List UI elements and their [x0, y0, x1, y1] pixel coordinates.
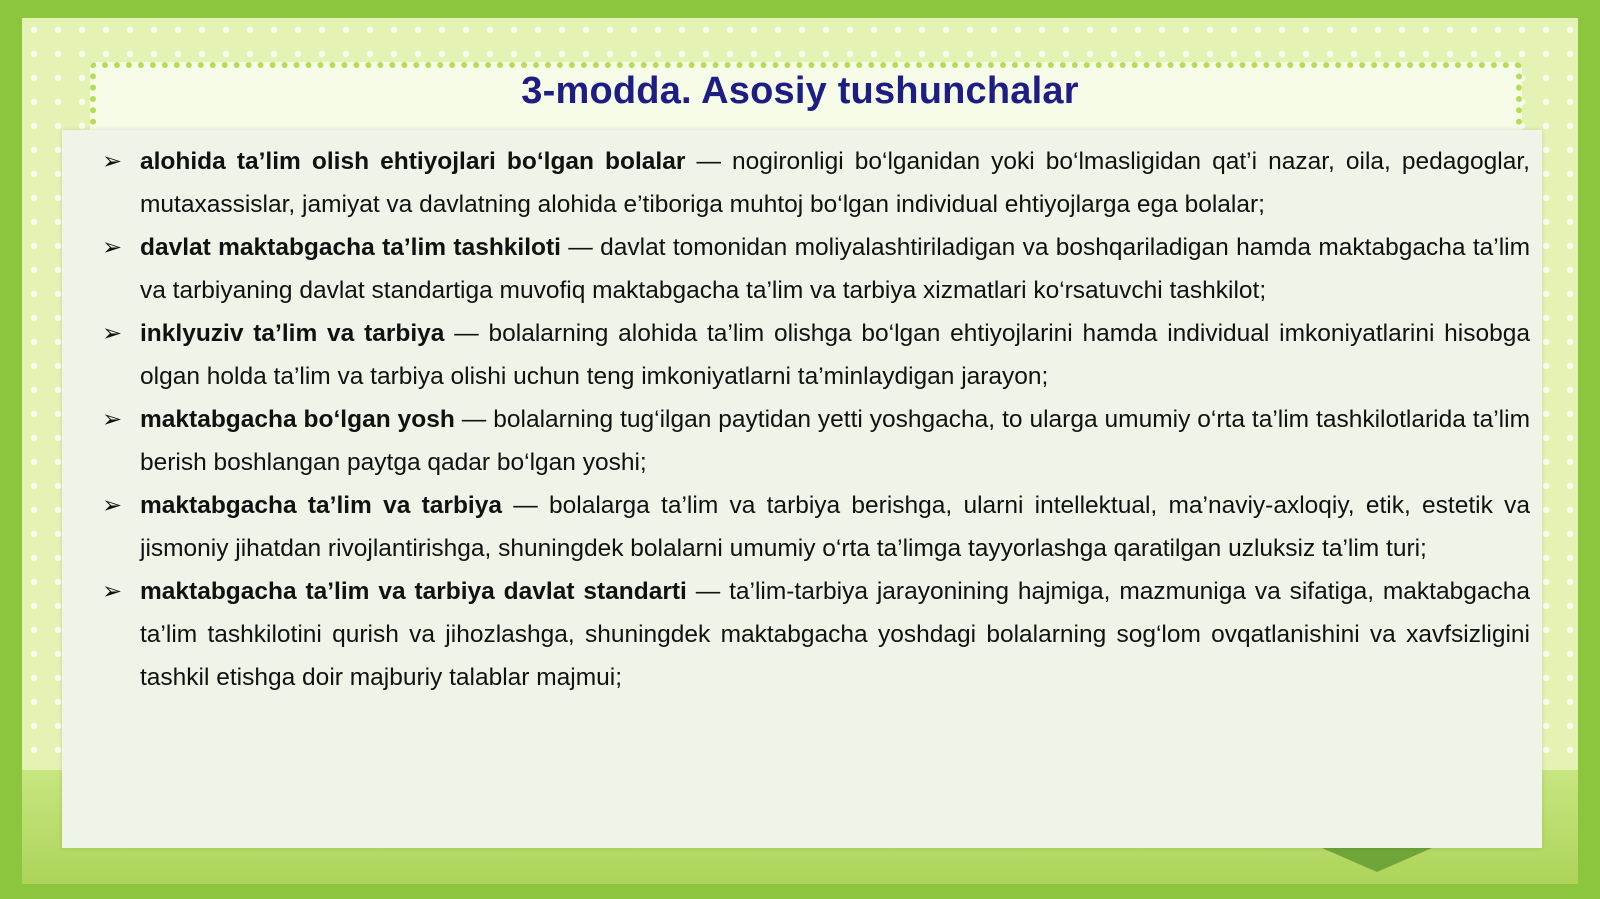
definition-item: [102, 226, 1530, 312]
definition-term: maktabgacha ta’lim va tarbiya davlat standarti: [140, 578, 687, 605]
definition-text: — nogironligi bo‘lganidan yoki bo‘lmasligidan qat’i nazar, oila, pedagoglar, mutaxassislar, jamiyat va davlatning alohida e’tiboriga muhtoj bo‘lgan individual ehtiyojlarga ega bolalar;: [140, 148, 1530, 218]
definition-term: maktabgacha bo‘lgan yosh: [140, 406, 455, 433]
slide-title: 3-modda. Asosiy tushunchalar: [521, 70, 1079, 112]
arrow-bullet-icon: ➢: [102, 148, 123, 175]
definition-term: alohida ta’lim olish ehtiyojlari bo‘lgan bolalar: [140, 148, 686, 175]
definition-item: [102, 484, 1530, 570]
arrow-bullet-icon: ➢: [102, 320, 123, 347]
definition-term: davlat maktabgacha ta’lim tashkiloti: [140, 234, 561, 261]
arrow-bullet-icon: ➢: [102, 234, 123, 261]
definition-term: maktabgacha ta’lim va tarbiya: [140, 492, 502, 519]
definition-text: — bolalarning tug‘ilgan paytidan yetti yoshgacha, to ularga umumiy o‘rta ta’lim tashkilotlarida ta’lim berish boshlangan paytga qadar bo‘lgan yoshi;: [140, 406, 1530, 476]
definition-text: — bolalarning alohida ta’lim olishga bo‘lgan ehtiyojlarini hamda individual imkoniyatlarini hisobga olgan holda ta’lim va tarbiya olishi uchun teng imkoniyatlarni ta’minlaydigan jarayon;: [140, 320, 1530, 390]
chevron-decor-icon: [1322, 848, 1432, 872]
definition-text: — bolalarga ta’lim va tarbiya berishga, ularni intellektual, ma’naviy-axloqiy, etik, estetik va jismoniy jihatdan rivojlantirishga, shuningdek bolalarni umumiy o‘rta ta’limga tayyorlashga qaratilgan uzluksiz ta’lim turi;: [140, 492, 1530, 562]
arrow-bullet-icon: ➢: [102, 578, 123, 605]
definition-text: — ta’lim-tarbiya jarayonining hajmiga, mazmuniga va sifatiga, maktabgacha ta’lim tashkilotini qurish va jihozlashga, shuningdek maktabgacha yoshdagi bolalarning sog‘lom ovqatlanishini va xavfsizligini tashkil etishga doir majburiy talablar majmui;: [140, 578, 1530, 691]
definition-item: [102, 312, 1530, 398]
definition-item: [102, 398, 1530, 484]
definition-term: inklyuziv ta’lim va tarbiya: [140, 320, 445, 347]
definition-text: — davlat tomonidan moliyalashtiriladigan va boshqariladigan hamda maktabgacha ta’lim va tarbiyaning davlat standartiga muvofiq maktabgacha ta’lim va tarbiya xizmatlari ko‘rsatuvchi tashkilot;: [140, 234, 1530, 304]
arrow-bullet-icon: ➢: [102, 492, 123, 519]
definition-list: [102, 140, 1530, 699]
definition-item: [102, 140, 1530, 226]
definition-item: [102, 570, 1530, 699]
arrow-bullet-icon: ➢: [102, 406, 123, 433]
